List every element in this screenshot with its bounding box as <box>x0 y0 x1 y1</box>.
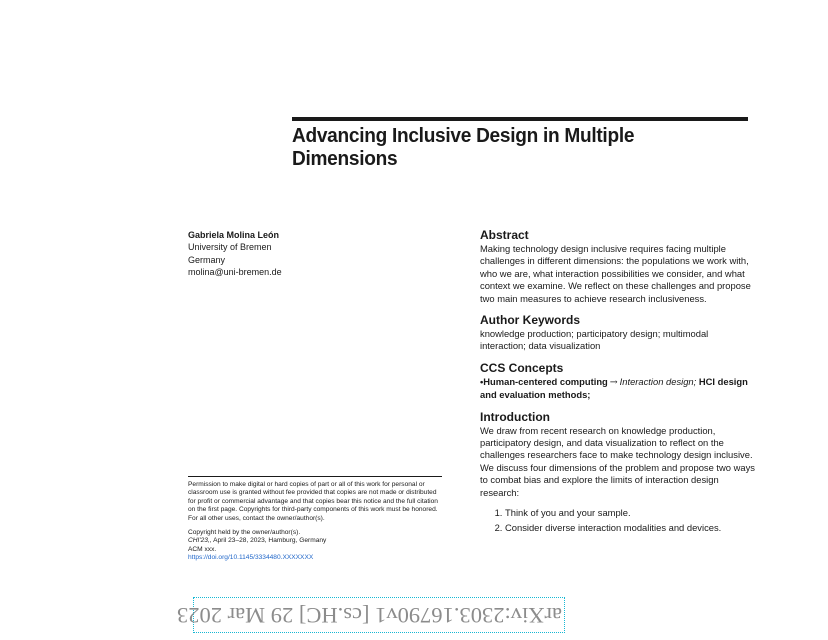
arxiv-stamp: arXiv:2303.16790v1 [cs.HC] 29 Mar 2023 <box>177 603 562 628</box>
abstract-text: Making technology design inclusive requires facing multiple challenges in different dimensions: the populations we work with, who we are, what interaction possibilities we consider, and what context we examine. We reflect on these challenges and propose two main measures to achieve research inclusiveness. <box>480 243 751 304</box>
author-name: Gabriela Molina León <box>188 230 280 240</box>
introduction-text: We draw from recent research on knowledge production, participatory design, and data visualization to reflect on the challenges researchers face to make technology design inclusive. We discuss four dimensions of the problem and propose two ways to combat bias and explore the limits of interaction design research: <box>480 424 755 498</box>
footnote-rule <box>188 476 442 477</box>
paper-title: Advancing Inclusive Design in Multiple Dimensions <box>292 124 635 170</box>
ccs-section <box>480 361 755 402</box>
abstract-heading: Abstract <box>480 228 529 242</box>
title-rule <box>292 117 748 121</box>
right-column <box>480 228 755 542</box>
ccs-bold-tail: HCI design and evaluation methods; <box>480 375 748 401</box>
list-item: 2. Consider diverse interaction modalities and devices. <box>505 522 755 534</box>
list-item: 1. Think of you and your sample. <box>505 507 755 519</box>
author-block <box>188 229 282 278</box>
permission-block <box>188 481 446 563</box>
author-country: Germany <box>188 254 226 265</box>
acm-line: ACM xxx. <box>188 545 217 553</box>
ccs-bullet: •Human-centered computing <box>480 375 608 387</box>
venue-details: , April 23–28, 2023, Hamburg, Germany <box>209 537 327 545</box>
permission-text: Permission to make digital or hard copies of part or all of this work for personal or classroom use is granted without fee provided that copies are not made or distributed for profit or commercial advantage and that copies bear this notice and the full citation on the first page. Copyrights for third-party components of this work must be honored. For all other uses, contact the owner/author(s). <box>188 481 438 522</box>
introduction-list <box>480 507 755 534</box>
doi-link[interactable]: https://doi.org/10.1145/3334480.XXXXXXX <box>188 554 314 562</box>
venue-name: CHI'23, <box>188 537 210 545</box>
ccs-heading: CCS Concepts <box>480 360 564 375</box>
introduction-heading: Introduction <box>480 409 550 424</box>
venue-line <box>188 537 446 545</box>
keywords-section <box>480 313 755 353</box>
author-affiliation: University of Bremen <box>188 242 272 253</box>
introduction-section <box>480 410 755 534</box>
ccs-arrow: → <box>609 376 618 388</box>
keywords-heading: Author Keywords <box>480 313 581 328</box>
keywords-text: knowledge production; participatory design; multimodal interaction; data visualization <box>480 328 709 352</box>
copyright-line: Copyright held by the owner/author(s). <box>188 529 301 537</box>
ccs-italic: Interaction design; <box>619 375 697 387</box>
ccs-text <box>480 376 755 402</box>
abstract-section <box>480 228 755 305</box>
author-email: molina@uni-bremen.de <box>188 266 282 277</box>
